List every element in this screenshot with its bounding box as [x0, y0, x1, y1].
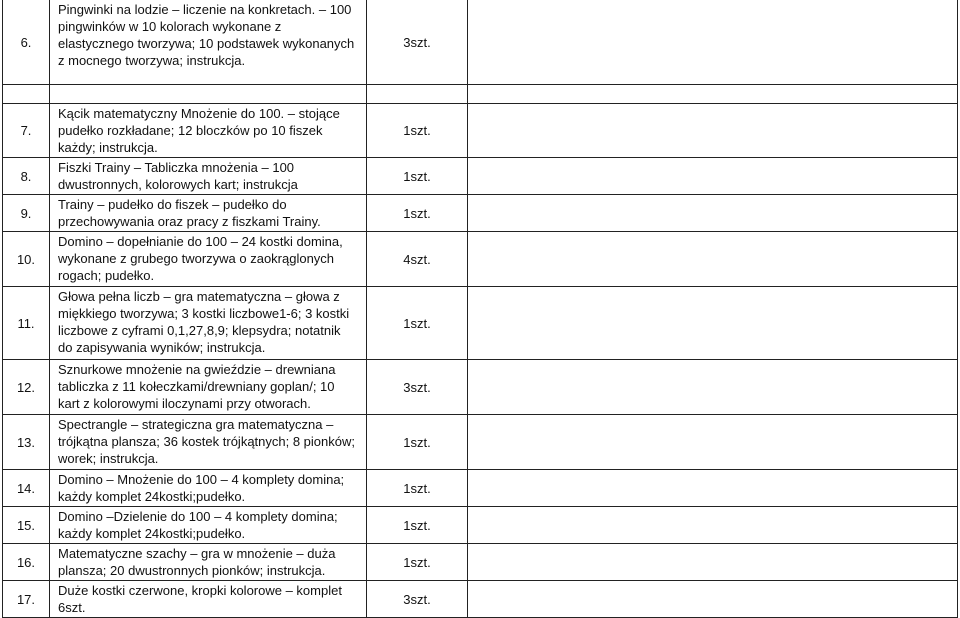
empty-cell [468, 287, 958, 360]
empty-cell [468, 0, 958, 85]
empty-cell [468, 507, 958, 544]
row-quantity: 1szt. [367, 287, 468, 360]
row-quantity: 4szt. [367, 232, 468, 287]
row-number: 12. [3, 360, 50, 415]
empty-cell [468, 158, 958, 195]
table-row [3, 581, 958, 618]
row-number: 7. [3, 104, 50, 158]
row-description: Duże kostki czerwone, kropki kolorowe – komplet 6szt. [50, 581, 367, 618]
row-description: Domino – Mnożenie do 100 – 4 komplety domina; każdy komplet 24kostki;pudełko. [50, 470, 367, 507]
row-description: Domino –Dzielenie do 100 – 4 komplety domina; każdy komplet 24kostki;pudełko. [50, 507, 367, 544]
row-number: 8. [3, 158, 50, 195]
row-number: 13. [3, 415, 50, 470]
table-row [3, 104, 958, 158]
table-row [3, 232, 958, 287]
empty-cell [468, 581, 958, 618]
row-number: 14. [3, 470, 50, 507]
row-number: 6. [3, 0, 50, 85]
empty-cell [468, 195, 958, 232]
row-number: 10. [3, 232, 50, 287]
row-description: Kącik matematyczny Mnożenie do 100. – stojące pudełko rozkładane; 12 bloczków po 10 fiszek każdy; instrukcja. [50, 104, 367, 158]
empty-cell [468, 232, 958, 287]
row-quantity: 1szt. [367, 507, 468, 544]
row-description: Domino – dopełnianie do 100 – 24 kostki domina, wykonane z grubego tworzywa o zaokrąglonych rogach; pudełko. [50, 232, 367, 287]
row-quantity: 1szt. [367, 104, 468, 158]
table-row [3, 415, 958, 470]
row-description: Głowa pełna liczb – gra matematyczna – głowa z miękkiego tworzywa; 3 kostki liczbowe1-6; 3 kostki liczbowe z cyframi 0,1,27,8,9; klepsydra; notatnik do zapisywania wyników; instrukcja. [50, 287, 367, 360]
row-quantity: 1szt. [367, 158, 468, 195]
empty-cell [468, 104, 958, 158]
empty-cell [468, 360, 958, 415]
empty-cell [468, 415, 958, 470]
table-row [3, 544, 958, 581]
empty-cell [468, 470, 958, 507]
table-row [3, 470, 958, 507]
row-description: Sznurkowe mnożenie na gwieździe – drewniana tabliczka z 11 kołeczkami/drewniany goplan/; 10 kart z kolorowymi iloczynami przy otworach. [50, 360, 367, 415]
empty-cell [468, 544, 958, 581]
row-number: 17. [3, 581, 50, 618]
row-description: Trainy – pudełko do fiszek – pudełko do przechowywania oraz pracy z fiszkami Trainy. [50, 195, 367, 232]
table-row [3, 360, 958, 415]
row-number: 11. [3, 287, 50, 360]
row-description: Spectrangle – strategiczna gra matematyczna – trójkątna plansza; 36 kostek trójkątnych; 8 pionków; worek; instrukcja. [50, 415, 367, 470]
row-number: 15. [3, 507, 50, 544]
row-number: 9. [3, 195, 50, 232]
row-quantity: 1szt. [367, 195, 468, 232]
row-quantity: 3szt. [367, 0, 468, 85]
table-row [3, 287, 958, 360]
row-quantity: 3szt. [367, 360, 468, 415]
items-table [2, 0, 958, 618]
row-description: Matematyczne szachy – gra w mnożenie – duża plansza; 20 dwustronnych pionków; instrukcja. [50, 544, 367, 581]
row-quantity: 3szt. [367, 581, 468, 618]
table-row [3, 0, 958, 85]
table-gap-row [3, 85, 958, 104]
row-quantity: 1szt. [367, 544, 468, 581]
row-number: 16. [3, 544, 50, 581]
table-row [3, 158, 958, 195]
row-quantity: 1szt. [367, 470, 468, 507]
table-row [3, 195, 958, 232]
table-row [3, 507, 958, 544]
row-quantity: 1szt. [367, 415, 468, 470]
row-description: Pingwinki na lodzie – liczenie na konkretach. – 100 pingwinków w 10 kolorach wykonane z elastycznego tworzywa; 10 podstawek wykonanych z mocnego tworzywa; instrukcja. [50, 0, 367, 85]
row-description: Fiszki Trainy – Tabliczka mnożenia – 100 dwustronnych, kolorowych kart; instrukcja [50, 158, 367, 195]
